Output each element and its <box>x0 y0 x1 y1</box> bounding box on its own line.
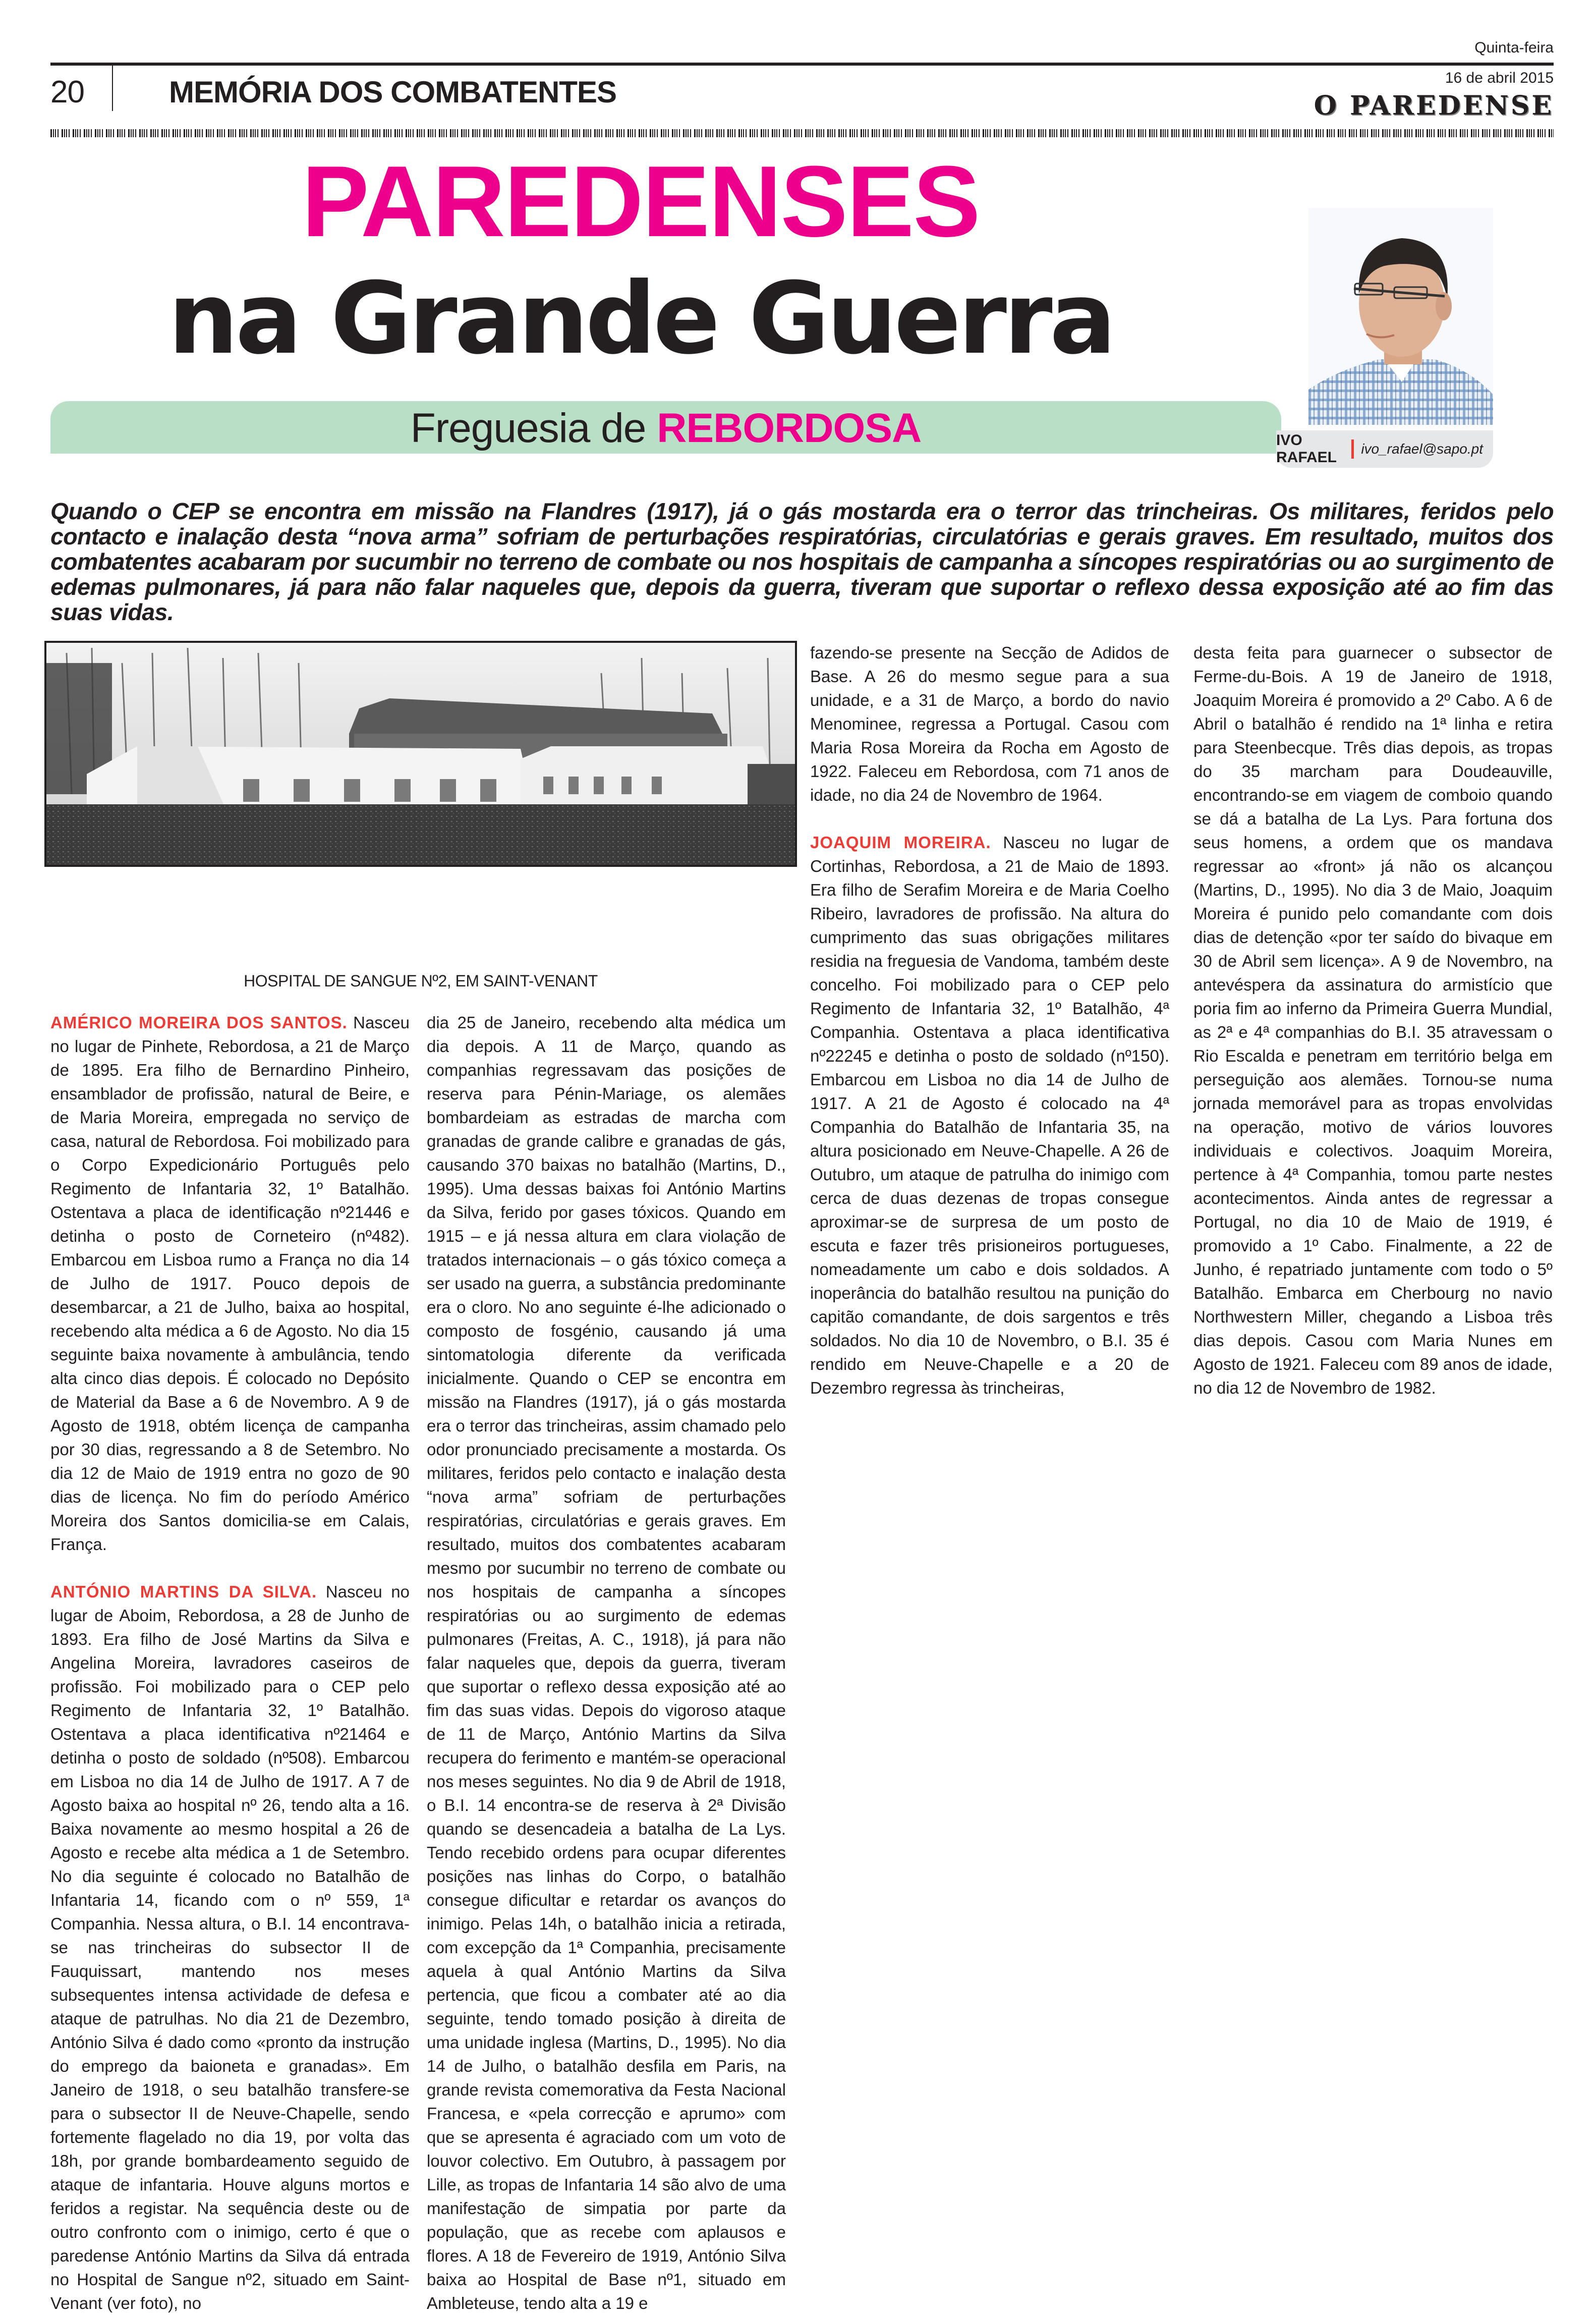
column-4 <box>1193 641 1553 1400</box>
headline-line-1: PAREDENSES <box>302 145 980 258</box>
lead-paragraph: Quando o CEP se encontra em missão na Flandres (1917), já o gás mostarda era o terror das trincheiras. Os militares, feridos pelo contacto e inalação desta “nova arma” sofriam de perturbações respiratórias, circulatórias e gerais graves. Em resultado, muitos dos combatentes acabaram por sucumbir no terreno de combate ou nos hospitais de campanha a síncopes respiratórias ou ao surgimento de edemas pulmonares, já para não falar naqueles que, depois da guerra, tiveram que suportar o reflexo dessa exposição até ao fim das suas vidas. <box>50 498 1554 625</box>
author-portrait-icon <box>1308 208 1493 425</box>
column-3 <box>810 641 1169 1400</box>
article-text: desta feita para guarnecer o subsector de Ferme-du-Bois. A 19 de Janeiro de 1918, Joaquim Moreira é promovido a 2º Cabo. A 6 de Abril o batalhão é rendido na 1ª linha e retira para Steenbecque. Três dias depois, as tropas do 35 marcham para Doudeauville, encontrando-se em viagem de comboio quando se dá a batalha de La Lys. Para fortuna dos seus homens, a ordem que os mandava regressar ao «front» já não os alcançou (Martins, D., 1995). No dia 3 de Maio, Joaquim Moreira é punido pelo comandante com dois dias de detenção «por ter saído do bivaque em 30 de Abril sem licença». A 9 de Novembro, na antevéspera da assinatura do armistício que poria fim ao inferno da Primeira Guerra Mundial, as 2ª e 4ª companhias do B.I. 35 atravessam o Rio Escalda e penetram em território belga em perseguição aos alemães. Tornou-se numa jornada memorável para as tropas envolvidas na operação, motivo de vários louvores individuais e colectivos. Joaquim Moreira, pertence à 4ª Companhia, tomou parte nestes acontecimentos. Ainda antes de regressar a Portugal, no dia 10 de Maio de 1919, é promovido a 1º Cabo. Finalmente, a 22 de Junho, é repatriado juntamente com todo o 5º Batalhão. Embarca em Cherbourg no navio Northwestern Miller, chegando a Lisboa três dias depois. Casou com Maria Nunes em Agosto de 1921. Faleceu com 89 anos de idade, no dia 12 de Novembro de 1982. <box>1193 643 1553 1397</box>
banner-place: REBORDOSA <box>657 405 922 451</box>
section-title: MEMÓRIA DOS COMBATENTES <box>169 75 616 109</box>
article-text: Nasceu no lugar de Pinhete, Rebordosa, a 21 de Março de 1895. Era filho de Bernardino Pinheiro, ensamblador de profissão, natural de Beire, e de Maria Moreira, empregada no serviço de casa, natural de Rebordosa. Foi mobilizado para o Corpo Expedicionário Português pelo Regimento de Infantaria 32, 1º Batalhão. Ostentava a placa de identificação nº21446 e detinha o posto de Corneteiro (nº482). Embarcou em Lisboa rumo a França no dia 14 de Julho de 1917. Pouco depois de desembarcar, a 21 de Julho, baixa ao hospital, recebendo alta médica a 6 de Agosto. No dia 15 seguinte baixa novamente à ambulância, tendo alta cinco dias depois. É colocado no Depósito de Material da Base a 6 de Novembro. A 9 de Agosto de 1918, obtém licença de campanha por 30 dias, regressando a 8 de Setembro. No dia 12 de Maio de 1919 entra no gozo de 90 dias de licença. No fim do período Américo Moreira dos Santos domicilia-se em Calais, França. <box>50 1013 410 1554</box>
vertical-divider <box>112 66 113 111</box>
article-americo <box>50 1011 410 1556</box>
hospital-photo-svg <box>46 643 795 865</box>
author-name: IVO RAFAEL <box>1276 432 1337 466</box>
soldier-name: JOAQUIM MOREIRA. <box>810 833 991 852</box>
article-text: fazendo-se presente na Secção de Adidos de Base. A 26 do mesmo segue para a sua unidade, e a 31 de Março, a bordo do navio Menominee, regressa a Portugal. Casou com Maria Rosa Moreira da Rocha em Agosto de 1922. Faleceu em Rebordosa, com 71 anos de idade, no dia 24 de Novembro de 1964. <box>810 643 1169 804</box>
soldier-name: AMÉRICO MOREIRA DOS SANTOS. <box>50 1013 348 1032</box>
banner-prefix: Freguesia de <box>410 405 646 451</box>
decorative-rule <box>50 129 1554 137</box>
article-joaquim <box>810 831 1169 1400</box>
article-antonio-continued <box>427 1011 786 2315</box>
weekday: Quinta-feira <box>1474 39 1554 56</box>
byline-separator <box>1351 439 1354 459</box>
author-byline <box>1276 430 1493 468</box>
author-portrait-svg <box>1308 208 1493 425</box>
article-text: dia 25 de Janeiro, recebendo alta médica um dia depois. A 11 de Março, quando as companhias regressavam das posições de reserva para Pénin-Mariage, os alemães bombardeiam as estradas de marcha com granadas de grande calibre e granadas de gás, causando 370 baixas no batalhão (Martins, D., 1995). Uma dessas baixas foi António Martins da Silva, ferido por gases tóxicos. Quando em 1915 – e já nessa altura em clara violação de tratados internacionais – o gás tóxico começa a ser usado na guerra, a substância predominante era o cloro. No ano seguinte é-lhe adicionado o composto de fosgénio, causando já uma sintomatologia diferente da verificada inicialmente. Quando o CEP se encontra em missão na Flandres (1917), já o gás mostarda era o terror das trincheiras, assim chamado pelo odor pronunciado precisamente a mostarda. Os militares, feridos pelo contacto e inalação desta “nova arma” sofriam de perturbações respiratórias, circulatórias e gerais graves. Em resultado, muitos dos combatentes acabaram mesmo por sucumbir no terreno de combate ou nos hospitais de campanha a síncopes respiratórias ou ao surgimento de edemas pulmonares (Freitas, A. C., 1918), já para não falar naqueles que, depois da guerra, tiveram que suportar o reflexo dessa exposição até ao fim das suas vidas. Depois do vigoroso ataque de 11 de Março, António Martins da Silva recupera do ferimento e mantém-se operacional nos meses seguintes. No dia 9 de Abril de 1918, o B.I. 14 encontra-se de reserva à 2ª Divisão quando se desencadeia a batalha de La Lys. Tendo recebido ordens para ocupar diferentes posições nas linhas do Corpo, o batalhão consegue dificultar e retardar os avanços do inimigo. Pelas 14h, o batalhão inicia a retirada, com excepção da 1ª Companhia, precisamente aquela à qual António Martins da Silva pertencia, que ficou a combater até ao dia seguinte, tendo tomado posição à direita de uma unidade inglesa (Martins, D., 1995). No dia 14 de Julho, o batalhão desfila em Paris, na grande revista comemorativa da Festa Nacional Francesa, e «pela correcção e aprumo» com que se apresenta é agraciado com um voto de louvor colectivo. Em Outubro, à passagem por Lille, as tropas de Infantaria 14 são alvo de uma manifestação de simpatia por parte da população, que as recebe com aplausos e flores. A 18 de Fevereiro de 1919, António Silva baixa ao Hospital de Base nº1, situado em Ambleteuse, tendo alta a 19 e <box>427 1013 786 2312</box>
newspaper-logo: O PAREDENSE <box>1314 90 1554 121</box>
article-text: Nasceu no lugar de Cortinhas, Rebordosa, a 21 de Maio de 1893. Era filho de Serafim Moreira e de Maria Coelho Ribeiro, lavradores de profissão. Na altura do cumprimento das suas obrigações militares residia na freguesia de Vandoma, também deste concelho. Foi mobilizado para o CEP pelo Regimento de Infantaria 32, 1º Batalhão, 4ª Companhia. Ostentava a placa identificativa nº22245 e detinha o posto de soldado (nº150). Embarcou em Lisboa no dia 14 de Julho de 1917. A 21 de Agosto é colocado na 4ª Companhia do Batalhão de Infantaria 35, na altura posicionado em Neuve-Chapelle. A 26 de Outubro, um ataque de patrulha do inimigo com cerca de duas dezenas de tropas consegue aproximar-se de surpresa de um posto de escuta e fazer três prisioneiros portugueses, nomeadamente um cabo e dois soldados. A inoperância do batalhão resultou na punição do capitão comandante, de dois sargentos e três soldados. No dia 10 de Novembro, o B.I. 35 é rendido em Neuve-Chapelle e a 20 de Dezembro regressa às trincheiras, <box>810 833 1169 1397</box>
author-email[interactable]: ivo_rafael@sapo.pt <box>1361 441 1483 457</box>
issue-date: 16 de abril 2015 <box>1445 70 1554 86</box>
column-1 <box>50 1011 410 2315</box>
article-antonio-end <box>810 641 1169 807</box>
soldier-name: ANTÓNIO MARTINS DA SILVA. <box>50 1582 317 1601</box>
top-rule <box>50 63 1554 66</box>
banner-text <box>411 405 921 452</box>
page-number: 20 <box>50 75 84 109</box>
photo-caption: HOSPITAL DE SANGUE Nº2, EM SAINT-VENANT <box>244 972 598 990</box>
article-antonio <box>50 1580 410 2315</box>
article-joaquim-continued <box>1193 641 1553 1400</box>
article-text: Nasceu no lugar de Aboim, Rebordosa, a 28 de Junho de 1893. Era filho de José Martins da Silva e Angelina Moreira, lavradores caseiros de profissão. Foi mobilizado para o CEP pelo Regimento de Infantaria 32, 1º Batalhão. Ostentava a placa identificativa nº21464 e detinha o posto de soldado (nº508). Embarcou em Lisboa no dia 14 de Julho de 1917. A 7 de Agosto baixa ao hospital nº 26, tendo alta a 16. Baixa novamente ao mesmo hospital a 26 de Agosto e recebe alta médica a 1 de Setembro. No dia seguinte é colocado no Batalhão de Infantaria 14, ficando com o nº 559, 1ª Companhia. Nessa altura, o B.I. 14 encontrava-se nas trincheiras do subsector II de Fauquissart, mantendo nos meses subsequentes intensa actividade de defesa e ataque de patrulhas. No dia 21 de Dezembro, António Silva é dado como «pronto da instrução do emprego da baioneta e granadas». Em Janeiro de 1918, o seu batalhão transfere-se para o subsector II de Neuve-Chapelle, sendo fortemente flagelado no dia 19, por volta das 18h, por grande bombardeamento seguido de ataque de infantaria. Houve alguns mortos e feridos a registar. Na sequência deste ou de outro confronto com o inimigo, certo é que o paredense António Martins da Silva dá entrada no Hospital de Sangue nº2, situado em Saint-Venant (ver foto), no <box>50 1582 410 2312</box>
historic-photo-icon <box>44 641 797 867</box>
column-2 <box>427 1011 786 2315</box>
headline-line-2: na Grande Guerra <box>168 261 1113 376</box>
parish-banner <box>50 401 1281 454</box>
